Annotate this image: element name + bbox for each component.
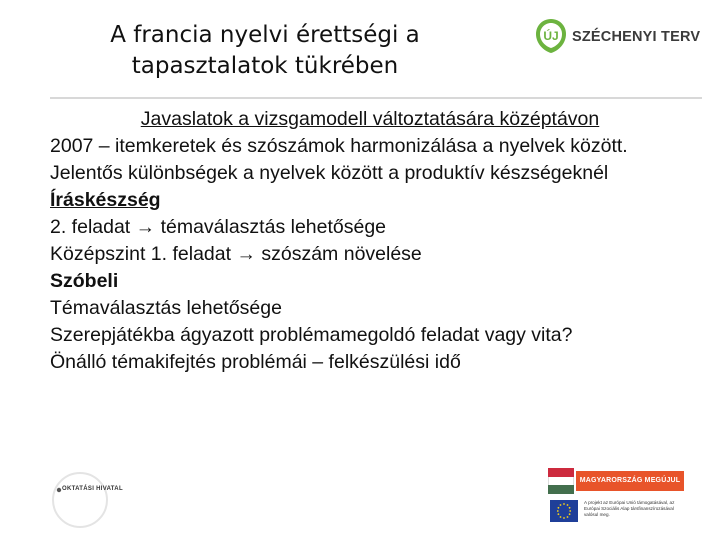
- body-line-2: Jelentős különbségek a nyelvek között a produktív készségeknél: [50, 162, 609, 184]
- writing-item-2: Középszint 1. feladat → szószám növelése: [50, 243, 422, 265]
- section-oral: [50, 268, 690, 295]
- oktatasi-hivatal-text: OKTATÁSI HIVATAL: [62, 486, 123, 492]
- oral-item-1: Témaválasztás lehetősége: [50, 297, 282, 319]
- eu-funding-text: A projekt az Európai Unió támogatásával, az Európai Szociális Alap társfinanszírozásával valósul meg.: [584, 500, 675, 517]
- oral-item-3: Önálló témakifejtés problémái – felkészülési idő: [50, 351, 461, 373]
- header-divider: [50, 97, 702, 99]
- oral-item-2: Szerepjátékba ágyazott problémamegoldó feladat vagy vita?: [50, 324, 573, 346]
- page-title-line-2: tapasztalatok tükrében: [131, 53, 399, 79]
- section-writing-label: Íráskészség: [50, 189, 161, 211]
- writing-item-1: 2. feladat → témaválasztás lehetősége: [50, 216, 387, 238]
- szechenyi-leaf-icon: [534, 18, 568, 54]
- eu-flag-icon: [550, 500, 578, 522]
- magyarorszag-megujul-logo: [548, 468, 686, 530]
- content-heading: Javaslatok a vizsgamodell változtatására középtávon: [140, 108, 600, 130]
- szechenyi-terv-logo: [532, 18, 702, 58]
- szechenyi-logo-text: SZÉCHENYI TERV: [572, 29, 701, 45]
- szechenyi-logo-mark: ÚJ: [543, 29, 559, 43]
- hungarian-flag-icon: [548, 468, 574, 494]
- slide-body: [50, 106, 690, 376]
- section-writing: [50, 187, 690, 214]
- page-title-line-1: A francia nyelvi érettségi a: [110, 22, 420, 48]
- oktatasi-hivatal-logo: [50, 470, 140, 530]
- magyarorszag-megujul-banner: MAGYARORSZÁG MEGÚJUL: [576, 471, 684, 491]
- body-line-1: 2007 – itemkeretek és szószámok harmonizálása a nyelvek között.: [50, 135, 628, 157]
- oktatasi-hivatal-ring-icon: [50, 470, 110, 530]
- page-title: [60, 20, 470, 82]
- section-oral-label: Szóbeli: [50, 270, 119, 292]
